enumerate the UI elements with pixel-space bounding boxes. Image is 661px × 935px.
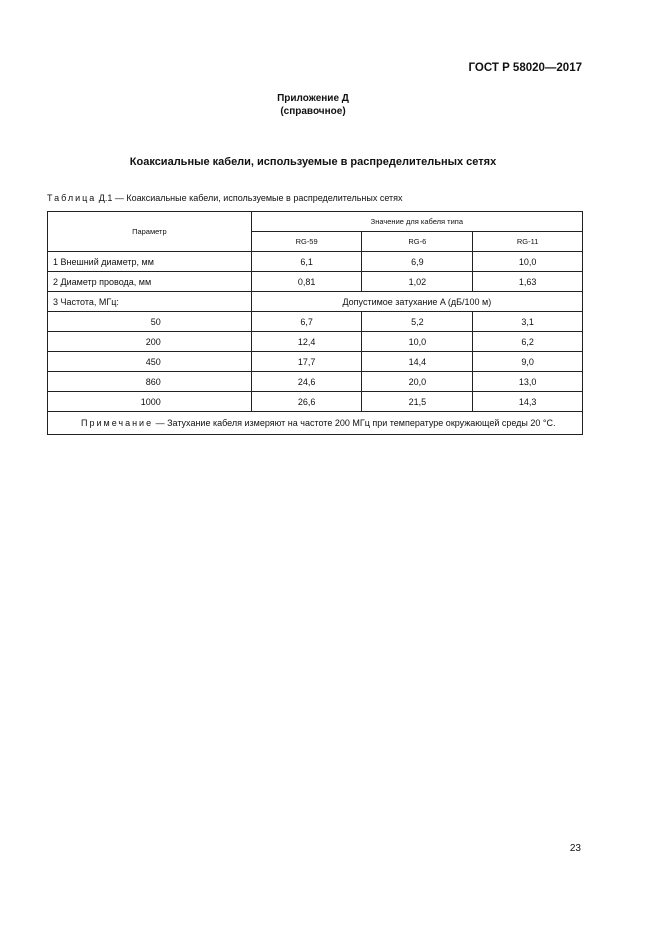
table-row	[48, 372, 583, 392]
section-title: Коаксиальные кабели, используемые в распределительных сетях	[129, 156, 497, 168]
row-label: 1000	[48, 392, 252, 412]
attenuation-span-header: Допустимое затухание A (дБ/100 м)	[251, 292, 582, 312]
cell-value: 17,7	[251, 352, 362, 372]
note-prefix: Примечание	[81, 418, 154, 428]
cell-value: 10,0	[362, 332, 473, 352]
cell-value: 3,1	[473, 312, 583, 332]
cell-value: 21,5	[362, 392, 473, 412]
row-label: 2 Диаметр провода, мм	[48, 272, 252, 292]
cell-value: 6,2	[473, 332, 583, 352]
appendix-subtitle: (справочное)	[280, 106, 346, 117]
table-row	[48, 332, 583, 352]
note-indent	[53, 418, 81, 428]
cell-value: 1,02	[362, 272, 473, 292]
row-label: 3 Частота, МГц:	[48, 292, 252, 312]
table-row	[48, 352, 583, 372]
cell-value: 0,81	[251, 272, 362, 292]
header-value-group: Значение для кабеля типа	[251, 212, 582, 232]
row-label: 1 Внешний диаметр, мм	[48, 252, 252, 272]
cell-value: 6,9	[362, 252, 473, 272]
document-code: ГОСТ Р 58020—2017	[468, 62, 582, 74]
table-note	[48, 412, 583, 435]
header-rg59: RG-59	[251, 232, 362, 252]
header-rg6: RG-6	[362, 232, 473, 252]
cell-value: 20,0	[362, 372, 473, 392]
cell-value: 26,6	[251, 392, 362, 412]
appendix-title: Приложение Д	[277, 93, 349, 104]
row-label: 860	[48, 372, 252, 392]
table-row	[48, 252, 583, 272]
table-header-row	[48, 212, 583, 232]
cable-table	[47, 211, 583, 435]
header-rg11: RG-11	[473, 232, 583, 252]
table-row	[48, 392, 583, 412]
page-number: 23	[569, 843, 581, 854]
cell-value: 6,7	[251, 312, 362, 332]
cell-value: 10,0	[473, 252, 583, 272]
cell-value: 6,1	[251, 252, 362, 272]
cell-value: 13,0	[473, 372, 583, 392]
table-caption-prefix: Таблица	[47, 193, 97, 203]
table-row	[48, 312, 583, 332]
note-text: — Затухание кабеля измеряют на частоте 200 МГц при температуре окружающей среды 20 °С.	[153, 418, 556, 428]
cell-value: 9,0	[473, 352, 583, 372]
cell-value: 24,6	[251, 372, 362, 392]
row-label: 450	[48, 352, 252, 372]
appendix-heading	[0, 92, 626, 118]
table-caption-text: Д.1 — Коаксиальные кабели, используемые в распределительных сетях	[96, 193, 403, 203]
cell-value: 1,63	[473, 272, 583, 292]
cell-value: 12,4	[251, 332, 362, 352]
cell-value: 14,3	[473, 392, 583, 412]
cell-value: 14,4	[362, 352, 473, 372]
table-row-frequency	[48, 292, 583, 312]
cell-value: 5,2	[362, 312, 473, 332]
header-parameter: Параметр	[48, 212, 252, 252]
row-label: 200	[48, 332, 252, 352]
table-caption	[47, 193, 403, 203]
row-label: 50	[48, 312, 252, 332]
table-note-row	[48, 412, 583, 435]
table-row	[48, 272, 583, 292]
